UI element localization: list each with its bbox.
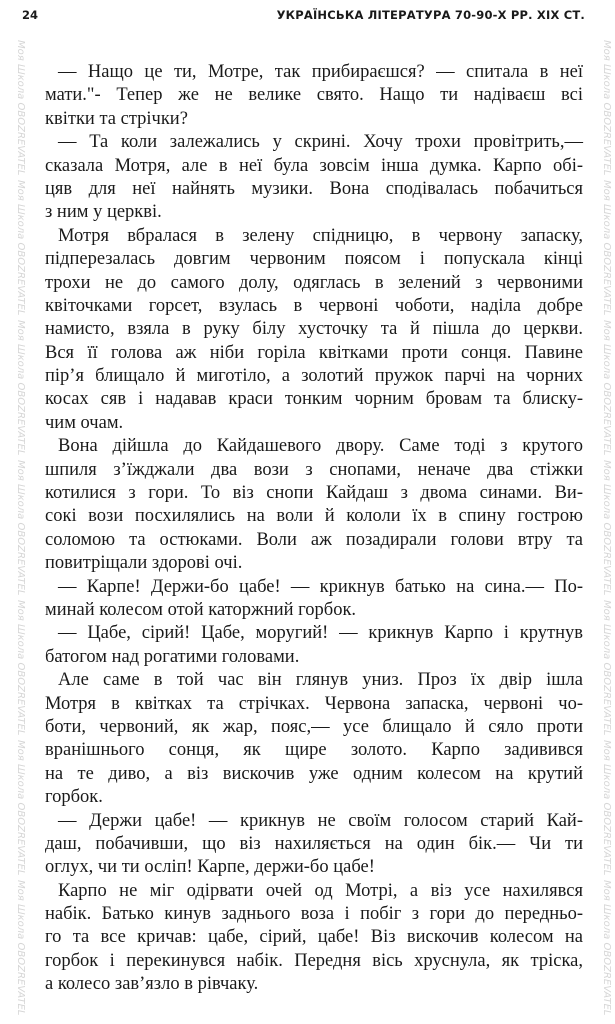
paragraph [45,131,583,225]
watermark: Моя Школа OBOZREVATEL [15,460,26,596]
watermark: Моя Школа OBOZREVATEL [15,320,26,456]
text-line: Мотря в квітках та стрічках. Червона запаска, червоні чо- [45,693,583,714]
running-header [22,8,585,28]
text-line: го та все кричав: цабе, сірий, цабе! Віз вискочив колесом на [45,927,583,948]
paragraph [45,576,583,623]
paragraph [45,61,583,131]
text-line: горбок і перекинувся набік. Передня вісь хруснула, як тріска, [45,950,583,971]
page-number: 24 [22,8,39,22]
text-line: Вся її голова аж ніби горіла квітками проти сонця. Павине [45,342,583,363]
paragraph [45,225,583,436]
text-line: шпиля з’їжджали два вози з снопами, неначе два стіжки [45,459,583,480]
text-line: з ним у церкві. [45,202,162,223]
text-line: даш, побачивши, що віз нахиляється на один бік.— Чи ти [45,833,583,854]
paragraph [45,880,583,997]
watermark: Моя Школа OBOZREVATEL [601,880,612,1016]
text-line: а колесо зав’язло в рівчаку. [45,974,259,995]
text-line: повитріщали здорові очі. [45,553,243,574]
text-line: минай колесом отой каторжний горбок. [45,599,357,620]
text-line: горбок. [45,787,103,808]
watermark: Моя Школа OBOZREVATEL [601,600,612,736]
watermark: Моя Школа OBOZREVATEL [601,40,612,176]
paragraph [45,435,583,575]
watermark: Моя Школа OBOZREVATEL [601,460,612,596]
text-line: підперезалась довгим червоним поясом і попускала кінці [45,249,583,270]
paragraph [45,669,583,809]
watermark: Моя Школа OBOZREVATEL [601,740,612,876]
text-line: сказала Мотря, але в неї була зовсім інша думка. Карпо обі- [45,155,583,176]
text-line: намисто, взяла в руку білу хусточку та й пішла до церкви. [45,319,583,340]
text-line: — Та коли залежались у скрині. Хочу трохи провітрить,— [58,132,583,153]
text-line: мати."- Тепер же не велике свято. Нащо ти надіваєш всі [45,85,583,106]
paragraph [45,810,583,880]
text-line: сокі вози посхилялись на воли й кололи їх в спину гострою [45,506,583,527]
text-line: пір’я блищало й миготіло, а золотий пружок парчі на чорних [45,366,583,387]
text-line: — Нащо це ти, Мотре, так прибираєшся? — спитала в неї [58,62,583,82]
text-line: — Карпе! Держи-бо цабе! — крикнув батько на сина.— По- [58,576,583,597]
text-line: квіточками горсет, взулась в червоні чоботи, наділа добре [45,295,583,316]
watermark: Моя Школа OBOZREVATEL [601,180,612,316]
text-line: Вона дійшла до Кайдашевого двору. Саме тоді з крутого [58,436,583,457]
text-line: чим очам. [45,412,124,433]
text-line: квітки та стрічки? [45,108,188,129]
text-line: цяв для неї найнять музики. Вона сподівалась побачиться [45,178,583,199]
running-title: УКРАЇНСЬКА ЛІТЕРАТУРА 70-90-Х РР. XIX СТ. [276,8,585,22]
page-body [45,61,583,997]
text-line: набік. Батько кинув заднього воза і побіг з гори до передньо- [45,904,583,925]
watermark: Моя Школа OBOZREVATEL [15,600,26,736]
watermark: Моя Школа OBOZREVATEL [601,320,612,456]
watermark: Моя Школа OBOZREVATEL [15,740,26,876]
text-line: Карпо не міг одірвати очей од Мотрі, а віз усе нахилявся [58,880,583,901]
text-line: батогом над рогатими головами. [45,646,300,667]
text-line: — Держи цабе! — крикнув не своїм голосом старий Кай- [58,810,583,831]
paragraph [45,622,583,669]
text-line: на те диво, а віз вискочив уже одним колесом на крутий [45,763,583,784]
text-line: оглух, чи ти осліп! Карпе, держи-бо цабе! [45,857,375,878]
text-line: трохи не до самого долу, одяглась в зелений з червоними [45,272,583,293]
text-line: боти, червоний, як жар, пояс,— усе блищало й сяло проти [45,716,583,737]
text-line: — Цабе, сірий! Цабе, моругий! — крикнув Карпо і крутнув [58,623,583,644]
text-line: Мотря вбралася в зелену спідницю, в червону запаску, [58,225,583,246]
text-line: вранішнього сонця, як щире золото. Карпо задивився [45,740,583,761]
text-line: котилися з гори. То віз снопи Кайдаш з двома синами. Ви- [45,483,583,504]
text-line: соломою та остюками. Воли аж позадирали голови втру та [45,529,583,550]
watermark: Моя Школа OBOZREVATEL [15,880,26,1016]
watermark: Моя Школа OBOZREVATEL [15,180,26,316]
text-line: Але саме в той час він глянув униз. Проз їх двір ішла [58,670,583,691]
text-line: косах сяв і надавав краси тонким чорним бровам та блиску- [45,389,583,410]
watermark: Моя Школа OBOZREVATEL [15,40,26,176]
